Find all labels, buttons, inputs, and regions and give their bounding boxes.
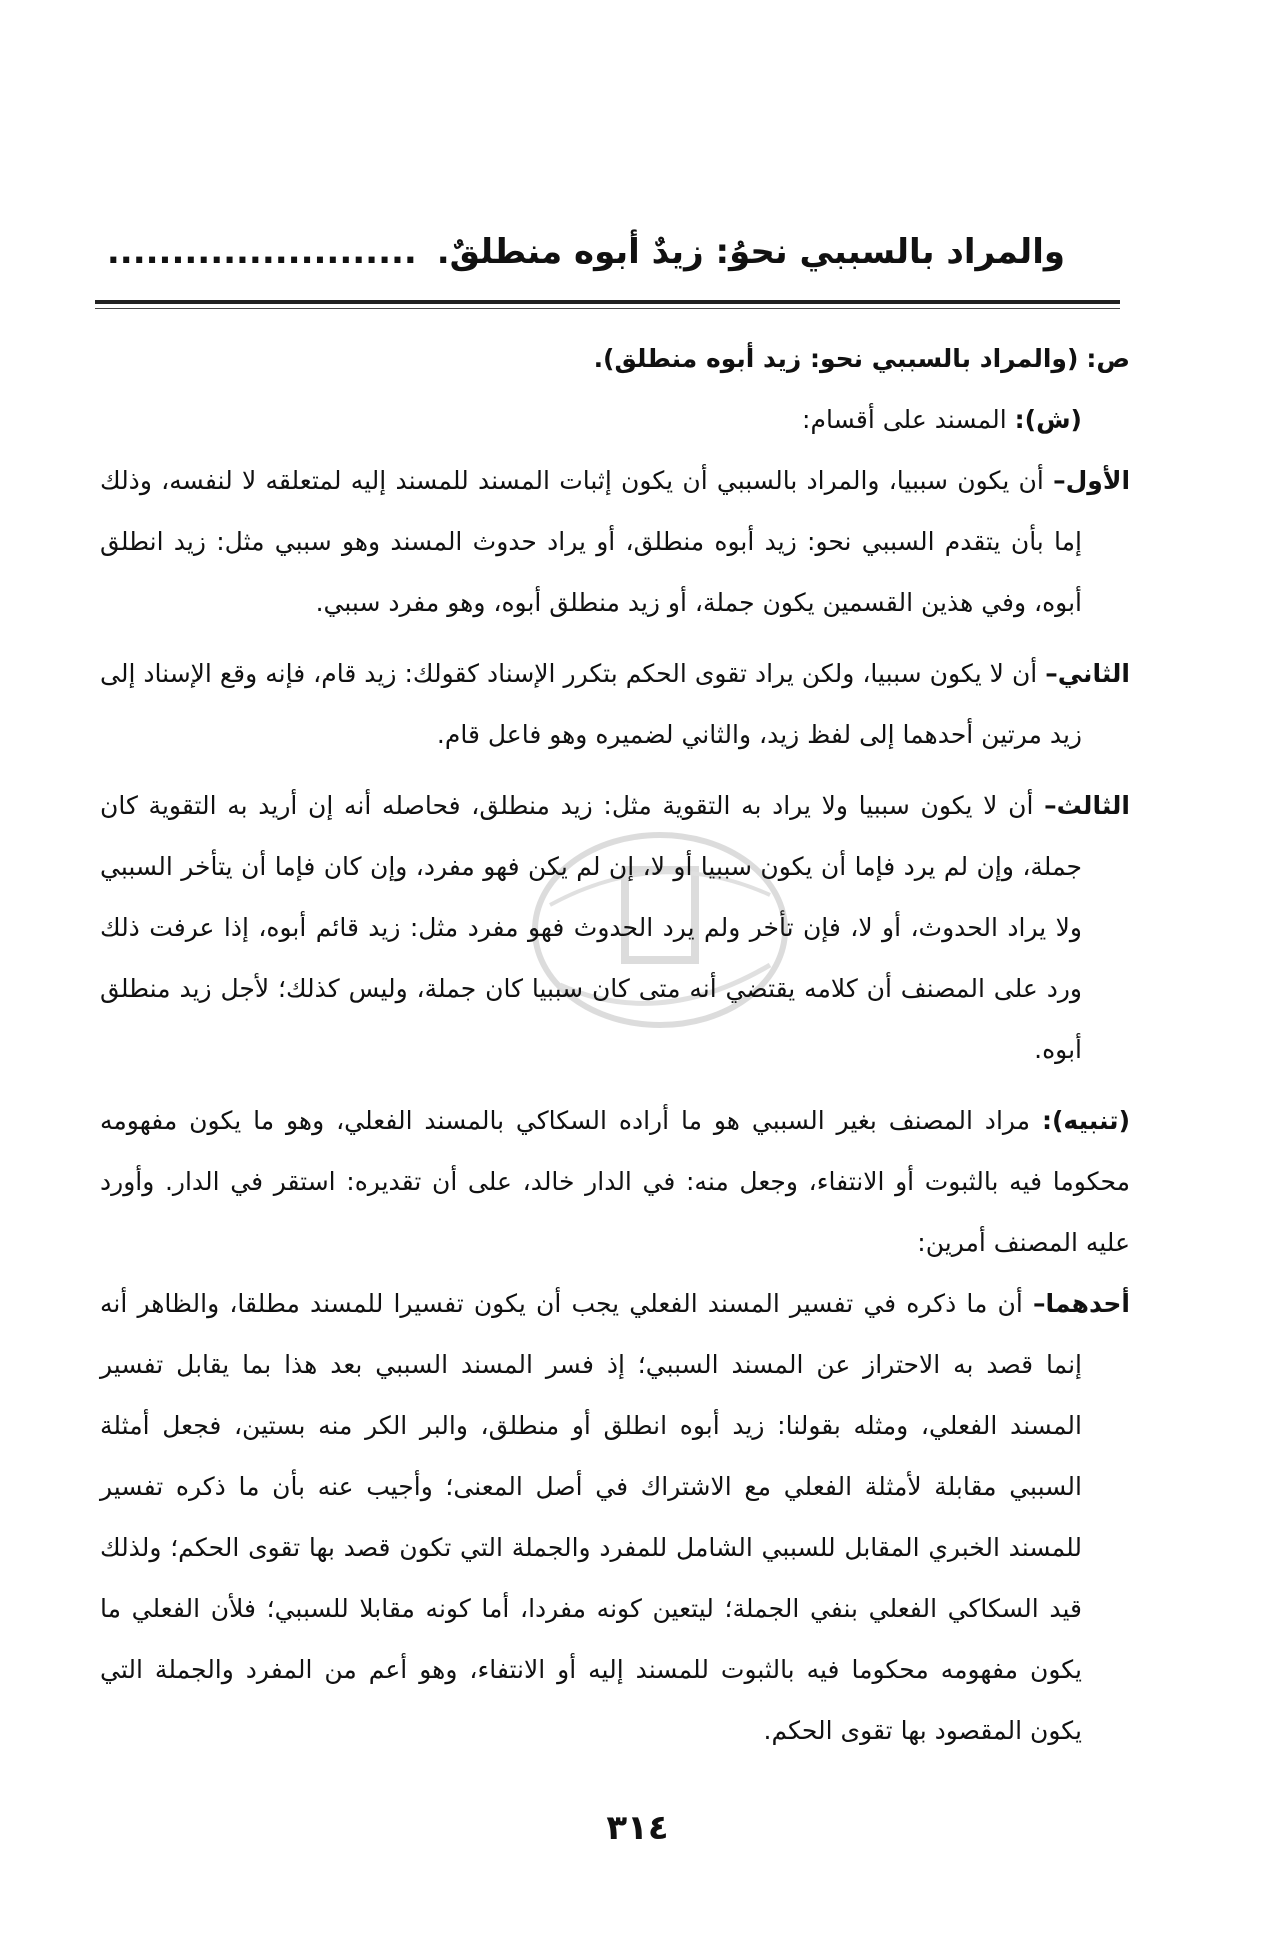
- sharh-intro-text: المسند على أقسام:: [802, 405, 1007, 434]
- first-type-label: الأول–: [1053, 466, 1131, 495]
- page-number: ٣١٤: [606, 1808, 669, 1848]
- page-body: [100, 328, 1130, 1761]
- matn-paragraph: [100, 328, 1130, 389]
- running-header-title: والمراد بالسببي نحوُ: زيدٌ أبوه منطلقٌ.: [436, 232, 1065, 272]
- ahaduhuma-paragraph: [100, 1273, 1130, 1761]
- ahaduhuma-label: أحدهما–: [1032, 1289, 1130, 1318]
- first-type-paragraph: [100, 450, 1130, 633]
- running-header-dots: ........................: [106, 232, 417, 272]
- third-type-text: أن لا يكون سببيا ولا يراد به التقوية مثل: زيد منطلق، فحاصله أنه إن أريد به التقوية كان جملة، وإن لم يرد فإما أن يكون سببيا أو لا، إن لم يكن فهو مفرد، وإن كان فإما أن يتأخر السببي ولا يراد الحدوث، أو لا، فإن تأخر ولم يرد الحدوث فهو مفرد مثل: زيد قائم أبوه، إذا عرفت ذلك ورد على المصنف أن كلامه يقتضي أنه متى كان سببيا كان جملة، وليس كذلك؛ لأجل زيد منطلق أبوه.: [100, 791, 1082, 1064]
- third-type-label: الثالث–: [1044, 791, 1130, 820]
- ahaduhuma-text: أن ما ذكره في تفسير المسند الفعلي يجب أن يكون تفسيرا للمسند مطلقا، والظاهر أنه إنما قصد به الاحتراز عن المسند السببي؛ إذ فسر المسند السببي بعد هذا بما يقابل تفسير المسند الفعلي، ومثله بقولنا: زيد أبوه انطلق أو منطلق، والبر الكر منه بستين، فجعل أمثلة السببي مقابلة لأمثلة الفعلي مع الاشتراك في أصل المعنى؛ وأجيب عنه بأن ما ذكره تفسير للمسند الخبري المقابل للسببي الشامل للمفرد والجملة التي تكون قصد بها تقوى الحكم؛ ولذلك قيد السكاكي الفعلي بنفي الجملة؛ ليتعين كونه مفردا، أما كونه مقابلا للسببي؛ فلأن الفعلي ما يكون مفهومه محكوما فيه بالثبوت للمسند إليه أو الانتفاء، وهو أعم من المفرد والجملة التي يكون المقصود بها تقوى الحكم.: [100, 1289, 1082, 1745]
- second-type-text: أن لا يكون سببيا، ولكن يراد تقوى الحكم بتكرر الإسناد كقولك: زيد قام، فإنه وقع الإسناد إلى زيد مرتين أحدهما إلى لفظ زيد، والثاني لضميره وهو فاعل قام.: [100, 659, 1082, 749]
- matn-text: (والمراد بالسببي نحو: زيد أبوه منطلق).: [593, 344, 1079, 373]
- first-type-text: أن يكون سببيا، والمراد بالسببي أن يكون إثبات المسند للمسند إليه لمتعلقه لا لنفسه، وذلك إما بأن يتقدم السببي نحو: زيد أبوه منطلق، أو يراد حدوث المسند وهو سببي مثل: زيد انطلق أبوه، وفي هذين القسمين يكون جملة، أو زيد منطلق أبوه، وهو مفرد سببي.: [100, 466, 1082, 617]
- matn-label: ص:: [1086, 344, 1130, 373]
- tanbih-paragraph: [100, 1090, 1130, 1273]
- sharh-intro-paragraph: [100, 389, 1130, 450]
- second-type-label: الثاني–: [1045, 659, 1130, 688]
- second-type-paragraph: [100, 643, 1130, 765]
- sharh-label: (ش):: [1014, 405, 1082, 434]
- running-header: [106, 232, 1065, 280]
- third-type-paragraph: [100, 775, 1130, 1080]
- header-rule-thick: [95, 300, 1120, 304]
- tanbih-label: (تنبيه):: [1041, 1106, 1130, 1135]
- header-rule-thin: [95, 308, 1120, 309]
- tanbih-text: مراد المصنف بغير السببي هو ما أراده السكاكي بالمسند الفعلي، وهو ما يكون مفهومه محكوما فيه بالثبوت أو الانتفاء، وجعل منه: في الدار خالد، على أن تقديره: استقر في الدار. وأورد عليه المصنف أمرين:: [100, 1106, 1130, 1257]
